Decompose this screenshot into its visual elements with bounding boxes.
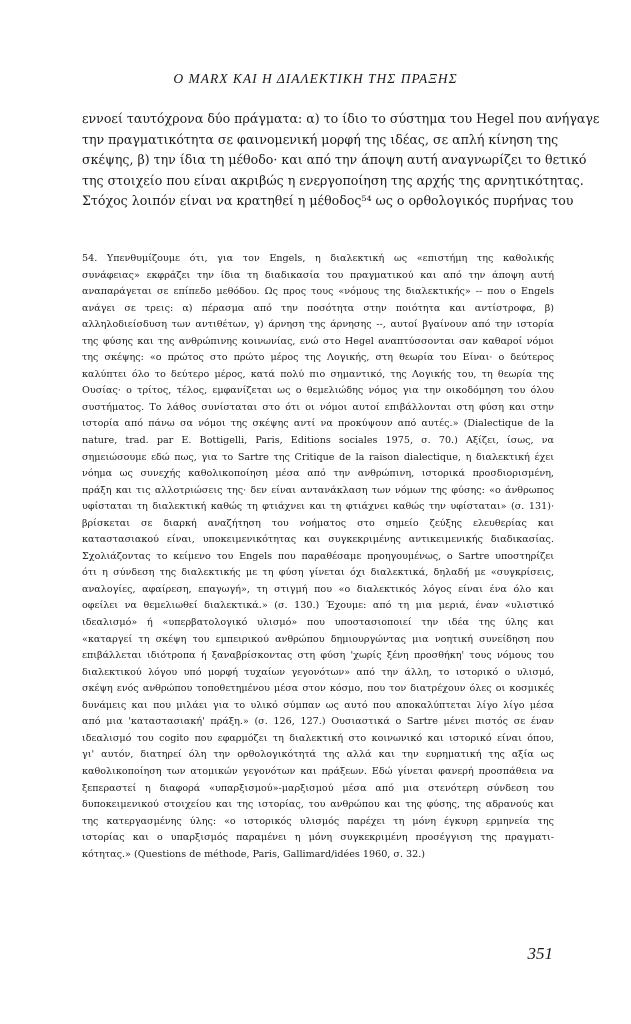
footnote-line: δυνάμεις και που μιλάει για το υλικό σύμπαν ως αυτό που αποκαλύπτεται λίγο λίγο μέσα: [82, 699, 554, 711]
footnote-line: της φύσης και της ανθρώπινης κοινωνίας, ενώ στο Hegel αναπτύσσονται σαν καθαροί νόμοι: [82, 335, 554, 347]
main-text-line: την πραγματικότητα σε φαινομενική μορφή της ιδέας, σε απλή κίνηση της: [82, 131, 559, 147]
footnote-line: ιδεαλισμό» ή «υπερβατολογικό υλισμό» που υποστασιοποιεί την ιδέα της ύλης και: [82, 617, 554, 629]
footnote-line: ανάγει σε τρεις: α) πέρασμα από την ποσότητα στην ποιότητα και αντίστροφα, β): [82, 302, 554, 314]
main-text-line: Στόχος λοιπόν είναι να κρατηθεί η μέθοδος⁵⁴ ως ο ορθολογικός πυρήνας του: [82, 193, 574, 209]
page-number: 351: [527, 944, 553, 963]
footnote-line: αναπαράγεται σε επίπεδο μεθόδου. Ως προς τους «νόμους της διαλεκτικής» -- που ο Engels: [82, 286, 554, 298]
footnote-line: οφείλει να θεμελιωθεί διαλεκτικά.» (σ. 130.) Έχουμε: από τη μια μεριά, έναν «υλιστικό: [82, 600, 554, 612]
footnote-line: 54. Υπενθυμίζουμε ότι, για τον Engels, η διαλεκτική ως «επιστήμη της καθολικής: [82, 253, 554, 264]
footnote-line: ξεπεραστεί η διαφορά «υπαρξισμού»-μαρξισμού μέσα από μια στενότερη σύνδεση του: [82, 782, 554, 794]
footnote-line: Σχολιάζοντας το κείμενο του Engels που παραθέσαμε προηγουμένως, ο Sartre υποστηρίζει: [82, 550, 554, 562]
footnote-line: επιβάλλεται ιδιότροπα ή ξαναβρίσκοντας στη φύση 'χωρίς ξένη προσθήκη' τους νόμους του: [82, 650, 554, 662]
footnote-line: διαλεκτικού λόγου υπό μορφή τυχαίων γεγονότων» από την άλλη, το ιστορικό ο υλισμό,: [82, 666, 554, 678]
footnote-line: «καταργεί τη σκέψη του εμπειρικού ανθρώπου δημιουργώντας μια νοητική συνείδηση που: [82, 633, 554, 645]
footnote-line: καθολικοποίηση των ατομικών γεγονότων και πράξεων. Εδώ γίνεται φανερή προσπάθεια να: [82, 765, 554, 777]
footnote-line: καλύπτει όλο το δεύτερο μέρος, κατά πολύ πιο σημαντικό, της Λογικής του, τη θεωρία της: [82, 368, 554, 380]
footnote-line: ότι η σύνδεση της διαλεκτικής με τη φύση γίνεται όχι διαλεκτικά, δηλαδή με «συγκρίσεις,: [82, 567, 554, 579]
footnote-line: πράξη και τις αλλοτριώσεις της· δεν είναι αντανάκλαση των νόμων της φύσης: «ο άνθρωπος: [82, 484, 554, 496]
footnote-line: σημειώσουμε εδώ πως, για το Sartre της Critique de la raison dialectique, η διαλεκτική έχει: [82, 451, 554, 463]
footnote-line: από μια 'καταστασιακή' πράξη.» (σ. 126, 127.) Ουσιαστικά ο Sartre μένει πιστός σε έναν: [82, 716, 554, 728]
footnote-line: Ουσίας· ο τρίτος, τέλος, εμφανίζεται ως ο θεμελιώδης νόμος για την οικοδόμηση του όλου: [82, 385, 554, 397]
footnote-line: αλληλοδιείσδυση των αντιθέτων, γ) άρνηση της άρνησης --, αυτοί βγαίνουν από την ιστορία: [82, 319, 554, 331]
main-text-line: της στοιχείο που είναι ακριβώς η ενεργοποίηση της αρχής της αρνητικότητας.: [82, 172, 584, 188]
main-text-line: εννοεί ταυτόχρονα δύο πράγματα: α) το ίδιο το σύστημα του Hegel που ανήγαγε: [82, 111, 600, 126]
footnote-line: δυποκειμενικού στοιχείου και της ιστορίας, του ανθρώπου και της φύσης, της αδρανούς και: [82, 799, 554, 811]
footnote-line: συνάφειας» εκφράζει την ίδια τη διαδικασία του πραγματικού και από την άποψη αυτή: [82, 269, 554, 281]
footnote-line: ιστορίας και ο υπαρξισμός παραμένει η μόνη συγκεκριμένη προσέγγιση της πραγματι-: [82, 832, 554, 844]
footnote-line: καταστασιακού είναι, υποκειμενικότητας και συγκεκριμένης αντικειμενικής διαδικασίας.: [82, 534, 554, 546]
footnote-line: nature, trad. par E. Bottigelli, Paris, Editions sociales 1975, σ. 70.) Αξίζει, ίσως, να: [82, 435, 554, 447]
running-head: Ο MARX ΚΑΙ Η ΔΙΑΛΕΚΤΙΚΗ ΤΗΣ ΠΡΑΞΗΣ: [173, 71, 458, 86]
footnote-line: γι' αυτόν, διατηρεί όλη την ορθολογικότητά της αλλά και την ευρηματική της αξία ως: [82, 749, 554, 761]
footnote-line: βρίσκεται σε διαρκή αναζήτηση του νοήματος στο σημείο ζεύξης ελευθερίας και: [82, 517, 554, 529]
footnote-line: κότητας.» (Questions de méthode, Paris, Gallimard/idées 1960, σ. 32.): [82, 848, 426, 860]
main-text: [82, 109, 600, 212]
footnote-line: σκέψη ενός ανθρώπου τοποθετημένου μέσα στον κόσμο, που τον διατρέχουν όλες οι κοσμικές: [82, 683, 554, 695]
footnote-line: νόημα ως συνεχής καθολικοποίηση μέσα από την ανθρώπινη, ιστορικά προσδιορισμένη,: [82, 468, 554, 480]
main-text-line: σκέψης, β) την ίδια τη μέθοδο· και από την άποψη αυτή αναγνωρίζει το θετικό: [82, 152, 587, 168]
footnote-54: [82, 251, 554, 863]
footnote-line: ιδεαλισμό του cogito που εφαρμόζει τη διαλεκτική στο κοινωνικό και ιστορικό είναι όπου,: [82, 732, 554, 744]
footnote-line: συστήματος. Το λάθος συνίσταται στο ότι οι νόμοι αυτοί επιβάλλονται στη φύση και στην: [82, 401, 554, 413]
footnote-line: ιστορία από πάνω σα νόμοι της σκέψης αντί να προκύψουν από αυτές.» (Dialectique de la: [82, 418, 554, 430]
footnote-line: υφίσταται τη διαλεκτική καθώς τη φτιάχνει και τη φτιάχνει καθώς την υφίσταται» (σ. 131)·: [82, 501, 554, 513]
footnote-line: της σκέψης: «ο πρώτος στο πρώτο μέρος της Λογικής, στη θεωρία του Είναι· ο δεύτερος: [82, 352, 554, 364]
footnote-line: της κατεργασμένης ύλης: «ο ιστορικός υλισμός παρέχει τη μόνη έγκυρη ερμηνεία της: [82, 815, 554, 827]
footnote-line: αναλογίες, αφαίρεση, επαγωγή», τη στιγμή που «ο διαλεκτικός λόγος είναι ένα όλο και: [82, 583, 554, 595]
